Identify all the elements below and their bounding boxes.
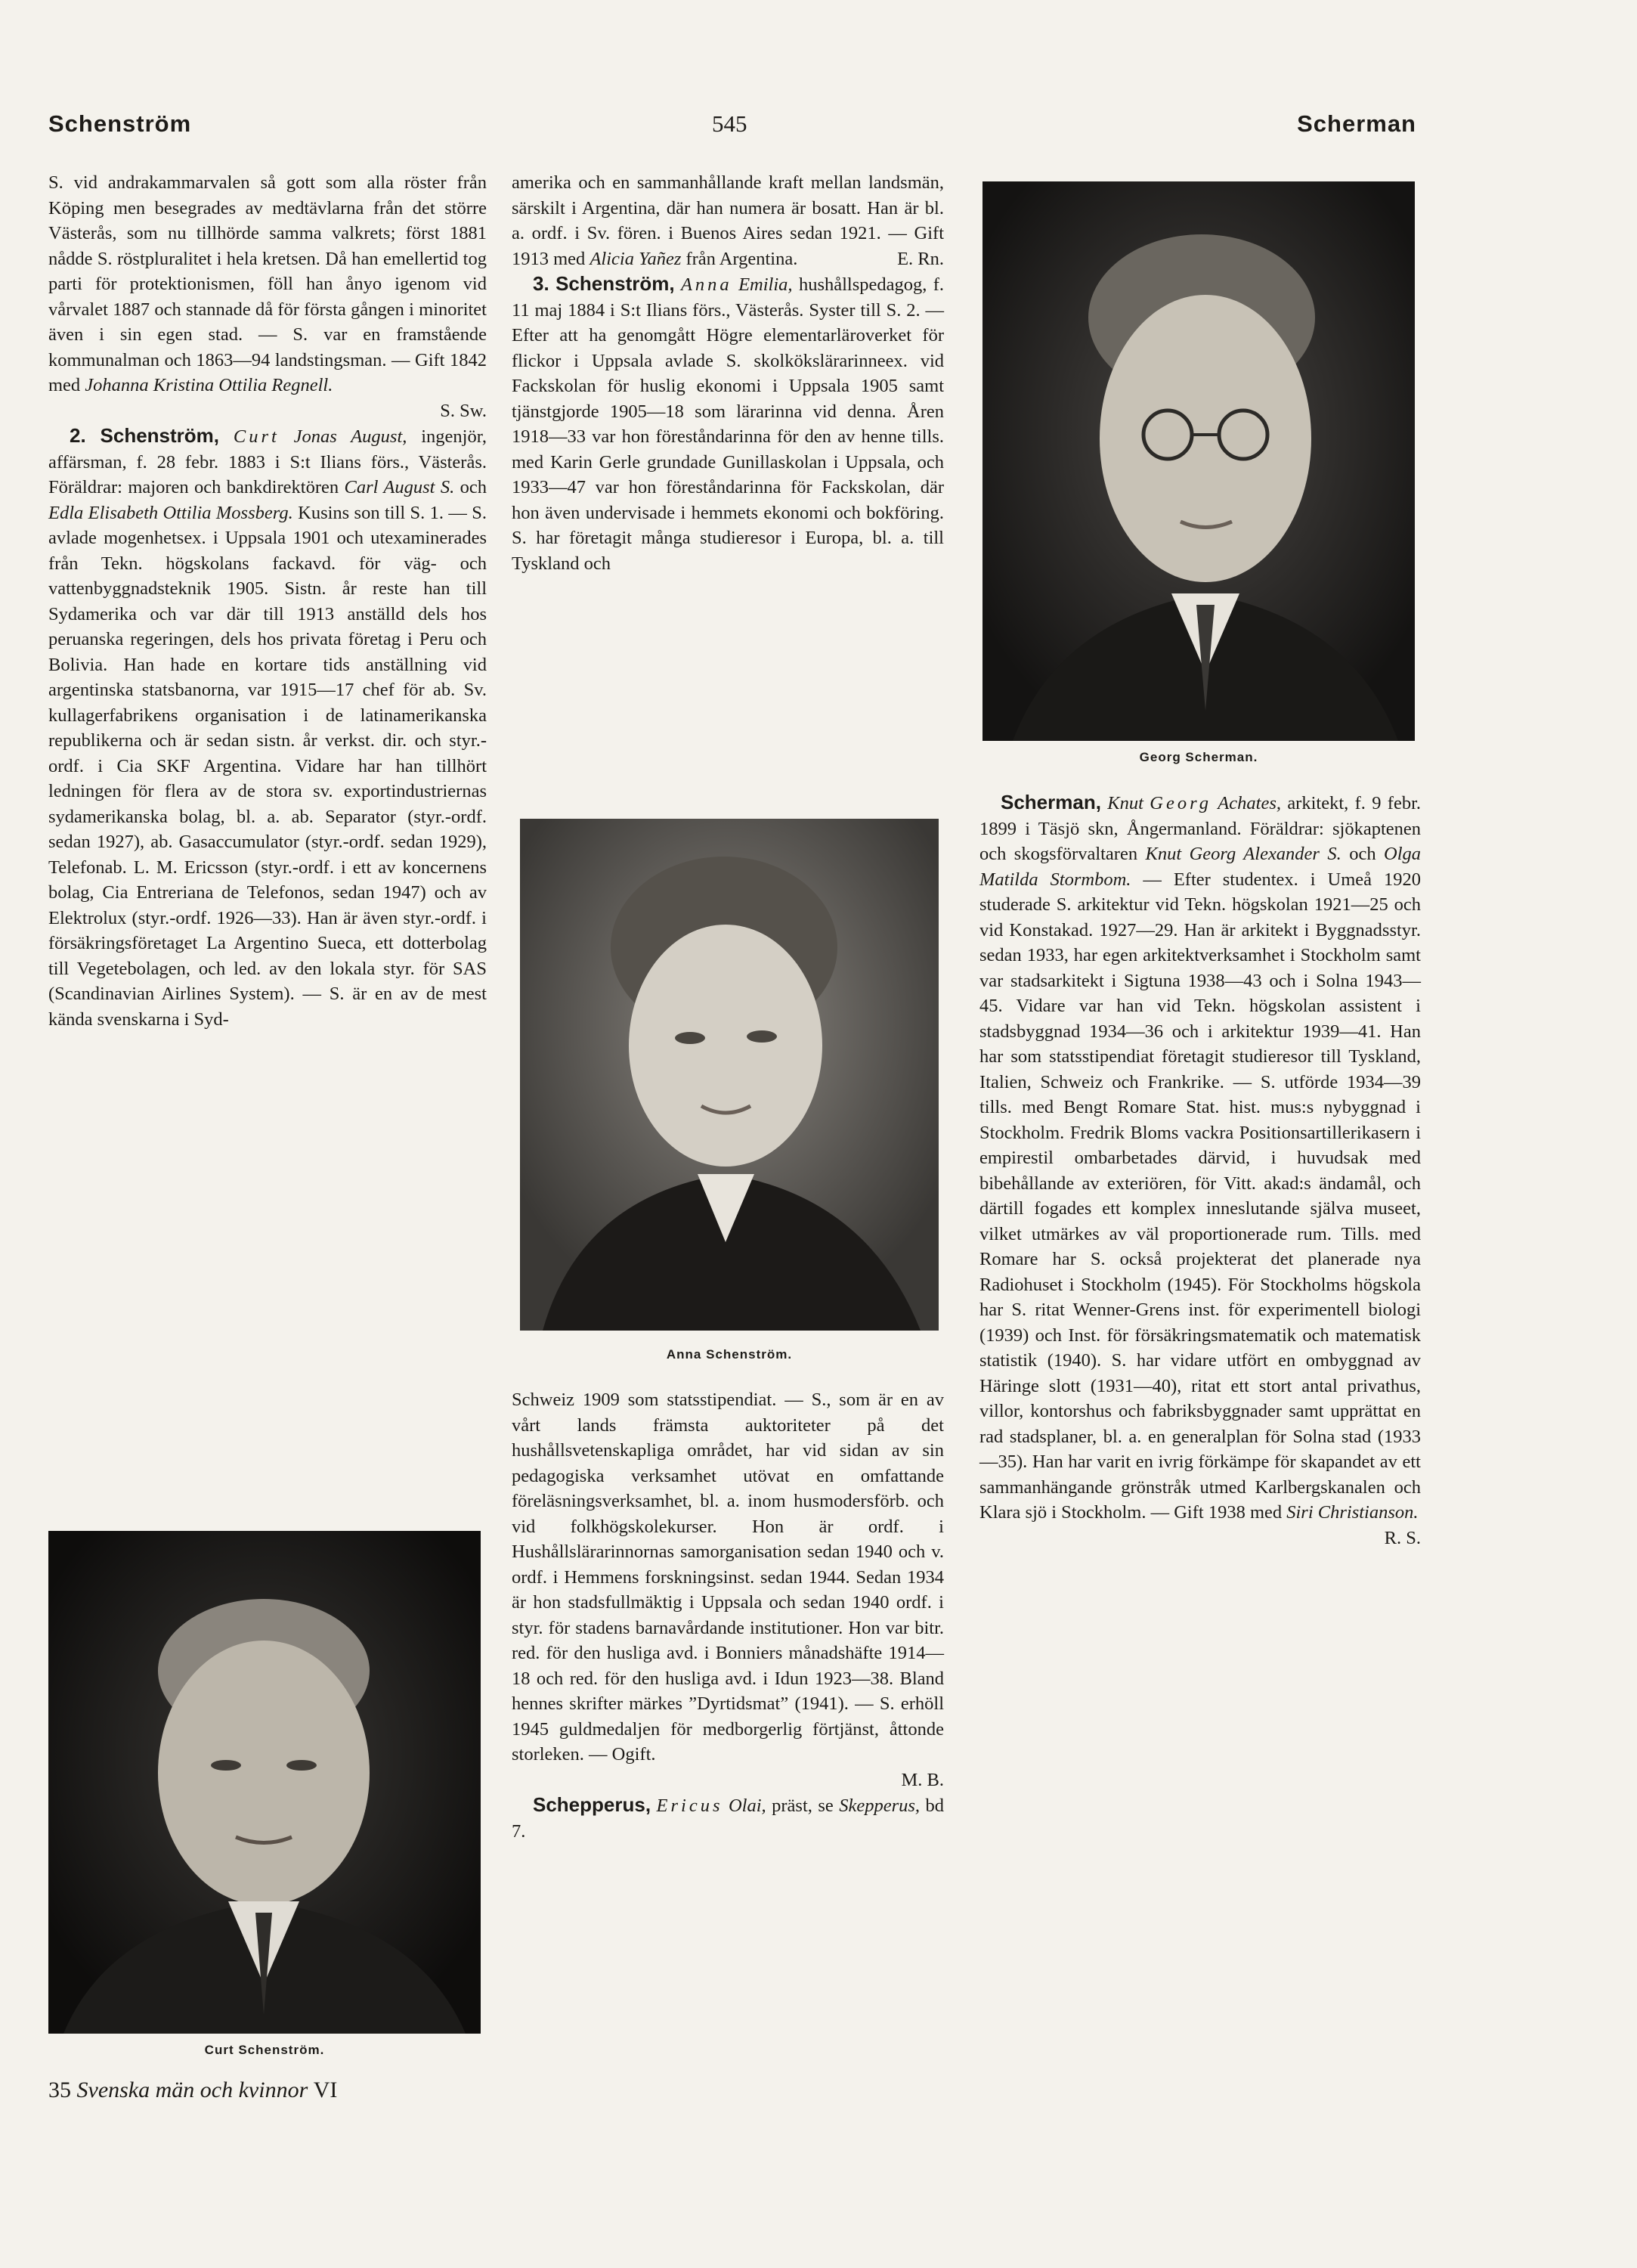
entry-4-other-names: Olai, bbox=[728, 1796, 766, 1816]
entry-5-text-1: arkitekt, f. 9 febr. 1899 i Täsjö skn, Ångermanland. Föräldrar: sjökaptenen och skogsförvaltaren bbox=[979, 793, 1421, 864]
entry-2 bbox=[48, 423, 487, 1032]
entry-1-wife: Johanna Kristina Ottilia Regnell. bbox=[85, 375, 333, 395]
footer-title: Svenska män och kvinnor bbox=[76, 2077, 308, 2102]
entry-3-text: hushållspedagog, f. 11 maj 1884 i S:t Ilians förs., Västerås. Syster till S. 2. — Efter att ha genomgått Högre elementarläroverket för flickor i Uppsala avlade S. skolkökslärarinneex. vid Fackskolan för huslig ekonomi i Uppsala 1905 samt tjänstgjorde 1905—18 som lärarinna vid denna. Åren 1918—33 var hon föreståndarinna för den av henne tills. med Karin Gerle grundade Gunillaskolan i Uppsala, och 1933—47 var hon föreståndarinna för Fackskolan, där hon även undervisade i hemmets ekonomi och bokföring. S. har företagit många studieresor i Europa, bl. a. till Tyskland och bbox=[512, 274, 945, 574]
caption-anna: Anna Schenström. bbox=[666, 1347, 793, 1362]
entry-5-wife: Siri Christianson. bbox=[1286, 1502, 1419, 1523]
entry-2-number: 2. bbox=[70, 424, 86, 447]
entry-5 bbox=[979, 790, 1422, 1548]
entry-5-given-name: Georg bbox=[1150, 793, 1212, 813]
entry-3-text-2: Schweiz 1909 som statsstipendiat. — S., som är en av vårt lands främsta auktoriteter på det hushållsvetenskapliga området, har vid sidan av sin pedagogiska verksamhet utövat en omfattande föreläsningsverksamhet, bl. a. inom husmodersförb. och vid folkhögskolekurser. Hon är ordf. i Hushållslärarinnornas samorganisation sedan 1940 och v. ordf. i Hemmens forskningsinst. sedan 1944. Sedan 1934 är hon stadsfullmäktig i Uppsala och sedan 1940 ordf. i styr. för stadens barnavårdande institutioner. Hon var bitr. red. för den husliga avd. i Bonniers månadshäfte 1914—18 och red. för den husliga avd. i Idun 1923—38. Bland hennes skrifter märkes ”Dyrtidsmat” (1941). — S. erhöll 1945 guldmedaljen för medborgerlig förtjänst, åttonde storleken. — Ogift. bbox=[512, 1390, 944, 1765]
entry-2-headword: Schenström, bbox=[100, 424, 220, 447]
entry-4-reference-volume: bd 7. bbox=[512, 1796, 945, 1842]
entry-5-headword: Scherman, bbox=[1001, 791, 1101, 813]
entry-2-and: och bbox=[460, 477, 487, 497]
footer-signature-number: 35 bbox=[48, 2077, 71, 2102]
entry-4-reference: Skepperus, bbox=[839, 1796, 921, 1816]
entry-1-continuation bbox=[48, 170, 487, 423]
entry-2-father: Carl August S. bbox=[344, 477, 455, 497]
entry-2-given-name: Curt bbox=[233, 426, 280, 447]
entry-3-other-names: Emilia, bbox=[738, 274, 793, 295]
portrait-georg-icon bbox=[983, 181, 1415, 741]
photo-curt bbox=[48, 1531, 481, 2034]
entry-3-given-name: Anna bbox=[680, 274, 732, 295]
caption-georg: Georg Scherman. bbox=[1139, 750, 1258, 764]
entry-2-text-1: ingenjör, affärsman, f. 28 febr. 1883 i S:t Ilians förs., Västerås. Föräldrar: majoren och bankdirektören bbox=[48, 426, 487, 497]
entry-2-text-2: Kusins son till S. 1. — S. avlade mogenhetsex. i Uppsala 1901 och utexaminerades från Tekn. högskolans fackavd. för väg- och vattenbyggnadsteknik 1905. Sistn. år reste han till Sydamerika och var där till 1913 anställd dels hos peruanska regeringen, dels hos privata företag i Peru och Bolivia. Han hade en kortare tids anställning vid argentinska statsbanorna, var 1915—17 chef för ab. Sv. kullagerfabrikens organisation i de latinamerikanska republikerna och är sedan sistn. år verkst. dir. och styr.-ordf. i Cia SKF Argentina. Vidare har han tillhört ledningen för flera av de stora sv. exportindustriernas sydamerikanska bolag, bl. a. ab. Separator (styr.-ordf. sedan 1927), ab. Gasaccumulator (styr.-ordf. sedan 1929), Telefonab. L. M. Ericsson (styr.-ordf. i ett av koncernens bolag, Cia Entreriana de Telefonos, sedan 1947) och av Elektrolux (styr.-ordf. 1926—33). Han är även styr.-ordf. i försäkringsföretaget La Argentino Sueca, ett dotterbolag till Vegetebolagen, och led. av den lokala styr. för SAS (Scandinavian Airlines System). — S. är en av de mest kända svenskarna i Syd- bbox=[48, 502, 487, 1030]
entry-3-number: 3. bbox=[533, 272, 549, 295]
entry-5-text-2: — Efter studentex. i Umeå 1920 studerade S. arkitektur vid Tekn. högskolan 1921—25 och vid Konstakad. 1927—29. Han är arkitekt i Byggnadsstyr. sedan 1933, har egen arkitektverksamhet i Stockholm samt var stadsarkitekt i Sigtuna 1938—43 och i Solna 1943—45. Vidare var han vid Tekn. högskolan assistent i stadsbyggnad 1934—36 och i arkitektur 1939—41. Han har som statsstipendiat företagit studieresor till Tyskland, Italien, Schweiz och Frankrike. — S. utförde 1934—39 tills. med Bengt Romare Stat. hist. mus:s nybyggnad i Stockholm. Fredrik Bloms vackra Positionsartillerikasern i empirestil ombarbetades därvid, i huvudsak med bibehållande av exteriören, för Vitt. akad:s ändamål, och därtill fogades ett komplex inneslutande själva museet, vilket utmärkes av väl proportionerade rum. Tills. med Romare har S. också projekterat det planerade nya Radiohuset i Stockholm (1945). För Stockholms högskola har S. ritat Wenner-Grens inst. för experimentell biologi (1939) och Inst. för försäkringsmatematik och matematisk statistik (1940). S. har vidare utfört en ombyggnad av Häringe slott (1931—40), ritat ett stort antal privathus, villor, kontorshus och fabriksbyggnader samt upprättat en rad stadsplaner, bl. a. en generalplan för Solna stad (1933—35). Han har varit en ivrig förkämpe för skapandet av ett sammanhängande grönstråk utmed Karlbergskanalen och Klara sjö i Stockholm. — Gift 1938 med bbox=[979, 869, 1421, 1523]
portrait-curt-icon bbox=[48, 1531, 481, 2034]
entry-4-text: präst, se bbox=[772, 1796, 834, 1816]
entry-4 bbox=[512, 1792, 944, 1844]
entry-2-mother: Edla Elisabeth Ottilia Mossberg. bbox=[48, 502, 293, 523]
entry-3-continuation bbox=[512, 1387, 944, 1792]
footer-volume: VI bbox=[313, 2077, 338, 2102]
column-2-bottom bbox=[512, 1387, 944, 1844]
page-number: 545 bbox=[712, 110, 747, 137]
entry-4-headword: Schepperus, bbox=[533, 1793, 651, 1816]
entry-1-signature: S. Sw. bbox=[440, 400, 487, 421]
running-head bbox=[0, 110, 1637, 141]
entry-2-text-3: amerika och en sammanhållande kraft mellan landsmän, särskilt i Argentina, där han numera är bosatt. Han är bl. a. ordf. i Sv. fören. i Buenos Aires sedan 1921. — Gift 1913 med bbox=[512, 172, 944, 269]
column-3 bbox=[979, 790, 1421, 1551]
entry-2-signature: E. Rn. bbox=[897, 248, 944, 269]
entry-2-text-4: från Argentina. bbox=[685, 248, 798, 269]
portrait-anna-icon bbox=[520, 819, 939, 1331]
entry-5-first-name: Knut bbox=[1107, 793, 1143, 813]
entry-1-text: S. vid andrakammarvalen så gott som alla röster från Köping men besegrades av medtävlarna från det större Västerås, som nu tillhörde samma valkrets; först 1881 nådde S. röstpluralitet i hela kretsen. Då han emellertid tog parti för protektionismen, föll han ånyo igenom vid vårvalet 1887 och stannade då för första gången i minoritet även i sin egen stad. — S. var en framstående kommunalman och 1863—94 landstingsman. — Gift 1842 med bbox=[48, 172, 487, 395]
column-2-top bbox=[512, 170, 944, 576]
running-head-right: Scherman bbox=[1297, 110, 1416, 137]
entry-2-continuation bbox=[512, 170, 944, 271]
entry-4-given-name: Ericus bbox=[656, 1796, 723, 1816]
entry-5-father: Knut Georg Alexander S. bbox=[1145, 844, 1341, 864]
entry-3-headword: Schenström, bbox=[555, 272, 675, 295]
photo-georg bbox=[983, 181, 1415, 741]
entry-5-signature: R. S. bbox=[1384, 1527, 1421, 1548]
entry-3 bbox=[512, 271, 944, 576]
entry-5-other-names: Achates, bbox=[1218, 793, 1281, 813]
caption-curt: Curt Schenström. bbox=[204, 2043, 325, 2057]
entry-5-and: och bbox=[1349, 844, 1376, 864]
entry-2-other-names: Jonas August, bbox=[293, 426, 407, 447]
photo-anna bbox=[520, 819, 939, 1331]
footer bbox=[48, 2077, 337, 2103]
entry-2-wife: Alicia Yañez bbox=[590, 248, 682, 269]
entry-5-mother: Olga Matilda Stormbom. bbox=[979, 844, 1422, 890]
column-1 bbox=[48, 170, 487, 1032]
entry-3-signature: M. B. bbox=[901, 1769, 944, 1790]
running-head-left: Schenström bbox=[48, 110, 192, 137]
